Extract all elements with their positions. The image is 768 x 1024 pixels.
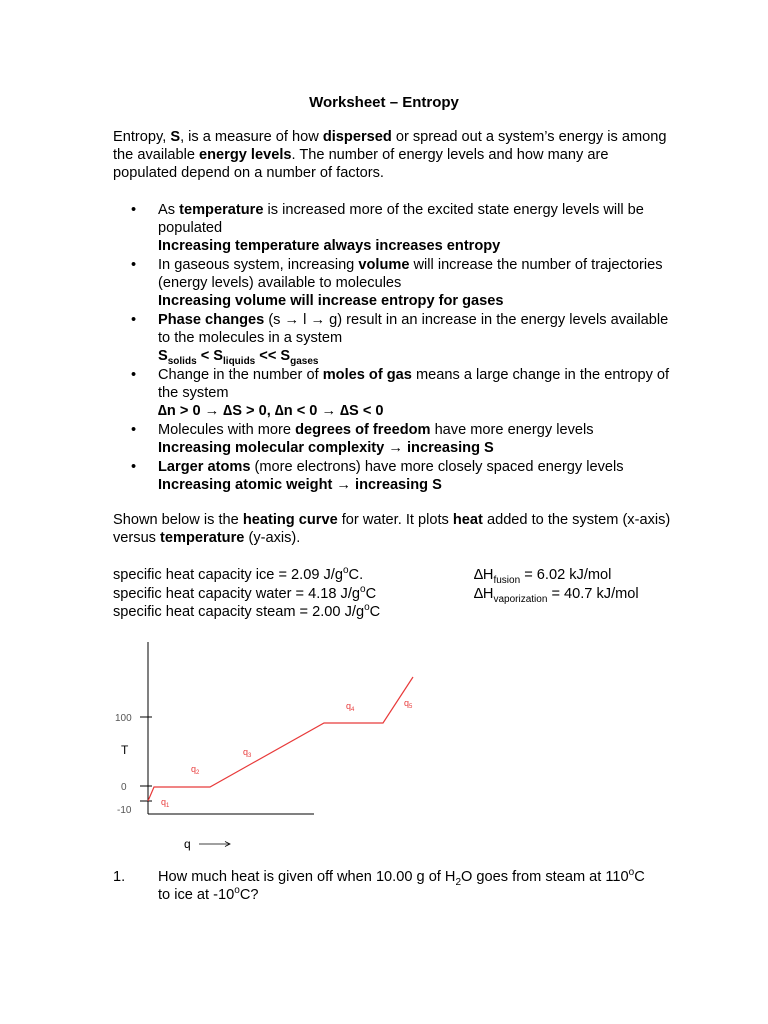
bullet-volume: • In gaseous system, increasing volume will increase the number of trajectories (energy levels) available to molecules Increasing volume will increase entropy for gases bbox=[113, 256, 673, 310]
bullet-glyph: • bbox=[131, 257, 137, 273]
bullet-larger-atoms: • Larger atoms (more electrons) have more closely spaced energy levels Increasing atomic weight → increasing S bbox=[113, 458, 673, 494]
worksheet-title: Worksheet – Entropy bbox=[309, 94, 459, 111]
bullet-glyph: • bbox=[131, 202, 137, 218]
water-heat-capacity: specific heat capacity water = 4.18 $J/g^oC$ bbox=[113, 584, 377, 602]
bullet-emphasis: $S_{solids} < S_{liquids} << S_{gases}$ bbox=[158, 348, 319, 367]
tick-label-0: 0 bbox=[121, 782, 127, 793]
segment-label-q4: $q_4$ bbox=[346, 701, 355, 713]
heating-curve-line bbox=[148, 677, 413, 801]
heating-curve-intro: Shown below is the heating curve for water. It plots heat added to the system (x-axis) versus temperature (y-axis). bbox=[113, 512, 671, 546]
segment-label-q3: $q_3$ bbox=[243, 747, 252, 759]
segment-label-q5: $q_5$ bbox=[404, 698, 413, 710]
bullet-degrees-of-freedom: • Molecules with more degrees of freedom have more energy levels Increasing molecular complexity → increasing S bbox=[113, 421, 673, 457]
y-axis-label: T bbox=[121, 743, 129, 757]
enthalpy-fusion: $\Delta H_{fusion} = 6.02$ kJ/mol bbox=[474, 567, 612, 586]
ice-heat-capacity: specific heat capacity ice = 2.09 $J/g^oC$. bbox=[113, 565, 364, 583]
bullet-glyph: • bbox=[131, 422, 137, 438]
tick-label-100: 100 bbox=[115, 713, 132, 724]
tick-label-neg10: -10 bbox=[117, 805, 132, 816]
bullet-emphasis: Increasing volume will increase entropy for gases bbox=[158, 293, 504, 309]
entropy-factors-list bbox=[113, 201, 673, 494]
bullet-glyph: • bbox=[131, 312, 137, 328]
x-axis-label: q bbox=[184, 837, 191, 851]
bullet-temperature: • As temperature is increased more of the excited state energy levels will be populated Increasing temperature always increases entropy bbox=[113, 201, 673, 255]
bullet-emphasis: ∆n > 0 → ∆S > 0, ∆n < 0 → ∆S < 0 bbox=[158, 403, 384, 419]
bullet-glyph: • bbox=[131, 459, 137, 475]
bullet-phase-changes: • Phase changes (s → l → g) result in an increase in the energy levels available to the molecules in a system $S_{solids} < S_{liquids} << S_{gases}$ bbox=[113, 311, 673, 365]
bullet-moles-of-gas: • Change in the number of moles of gas means a large change in the entropy of the system ∆n > 0 → ∆S > 0, ∆n < 0 → ∆S < 0 bbox=[113, 366, 673, 420]
bullet-emphasis: Increasing temperature always increases entropy bbox=[158, 238, 501, 254]
bullet-emphasis: Increasing molecular complexity → increasing S bbox=[158, 440, 494, 456]
enthalpy-vaporization: $\Delta H_{vaporization} = 40.7$ kJ/mol bbox=[474, 586, 639, 605]
segment-label-q2: $q_2$ bbox=[191, 764, 200, 776]
segment-label-q1: $q_1$ bbox=[161, 797, 170, 809]
heating-curve-graph bbox=[112, 632, 422, 854]
bullet-emphasis: Increasing atomic weight → increasing S bbox=[158, 477, 442, 493]
question-text: How much heat is given off when 10.00 g of $H_2O$ goes from steam at 110$^o$C to ice at -10$^o$C? bbox=[158, 867, 645, 903]
question-number: 1. bbox=[113, 869, 126, 885]
bullet-glyph: • bbox=[131, 367, 137, 383]
steam-heat-capacity: specific heat capacity steam = 2.00 $J/g^oC$ bbox=[113, 602, 381, 620]
intro-paragraph: Entropy, S, is a measure of how dispersed or spread out a system’s energy is among the available energy levels. The number of energy levels and how many are populated depend on a number of factors. bbox=[113, 129, 667, 181]
